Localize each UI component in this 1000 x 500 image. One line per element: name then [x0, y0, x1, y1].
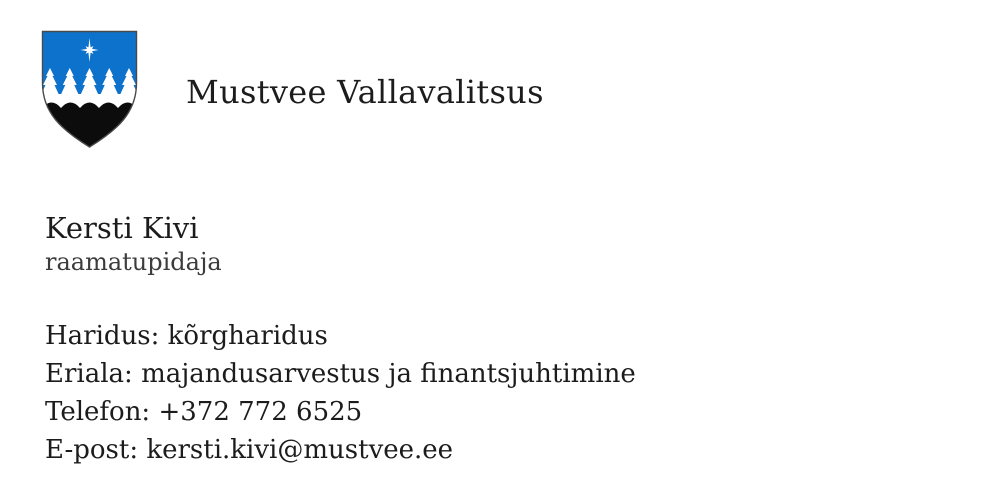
- person-role: raamatupidaja: [45, 248, 222, 276]
- person-name: Kersti Kivi: [45, 211, 199, 245]
- contact-line-epost: E-post: kersti.kivi@mustvee.ee: [45, 435, 454, 465]
- contact-block: [45, 317, 636, 469]
- contact-line-haridus: Haridus: kõrgharidus: [45, 321, 328, 351]
- wavy-base: [42, 103, 137, 152]
- mustvee-coat-of-arms-icon: [39, 28, 140, 151]
- contact-line-telefon: Telefon: +372 772 6525: [45, 397, 363, 427]
- contact-line-eriala: Eriala: majandusarvestus ja finantsjuhtimine: [45, 359, 636, 389]
- org-title: Mustvee Vallavalitsus: [186, 73, 544, 111]
